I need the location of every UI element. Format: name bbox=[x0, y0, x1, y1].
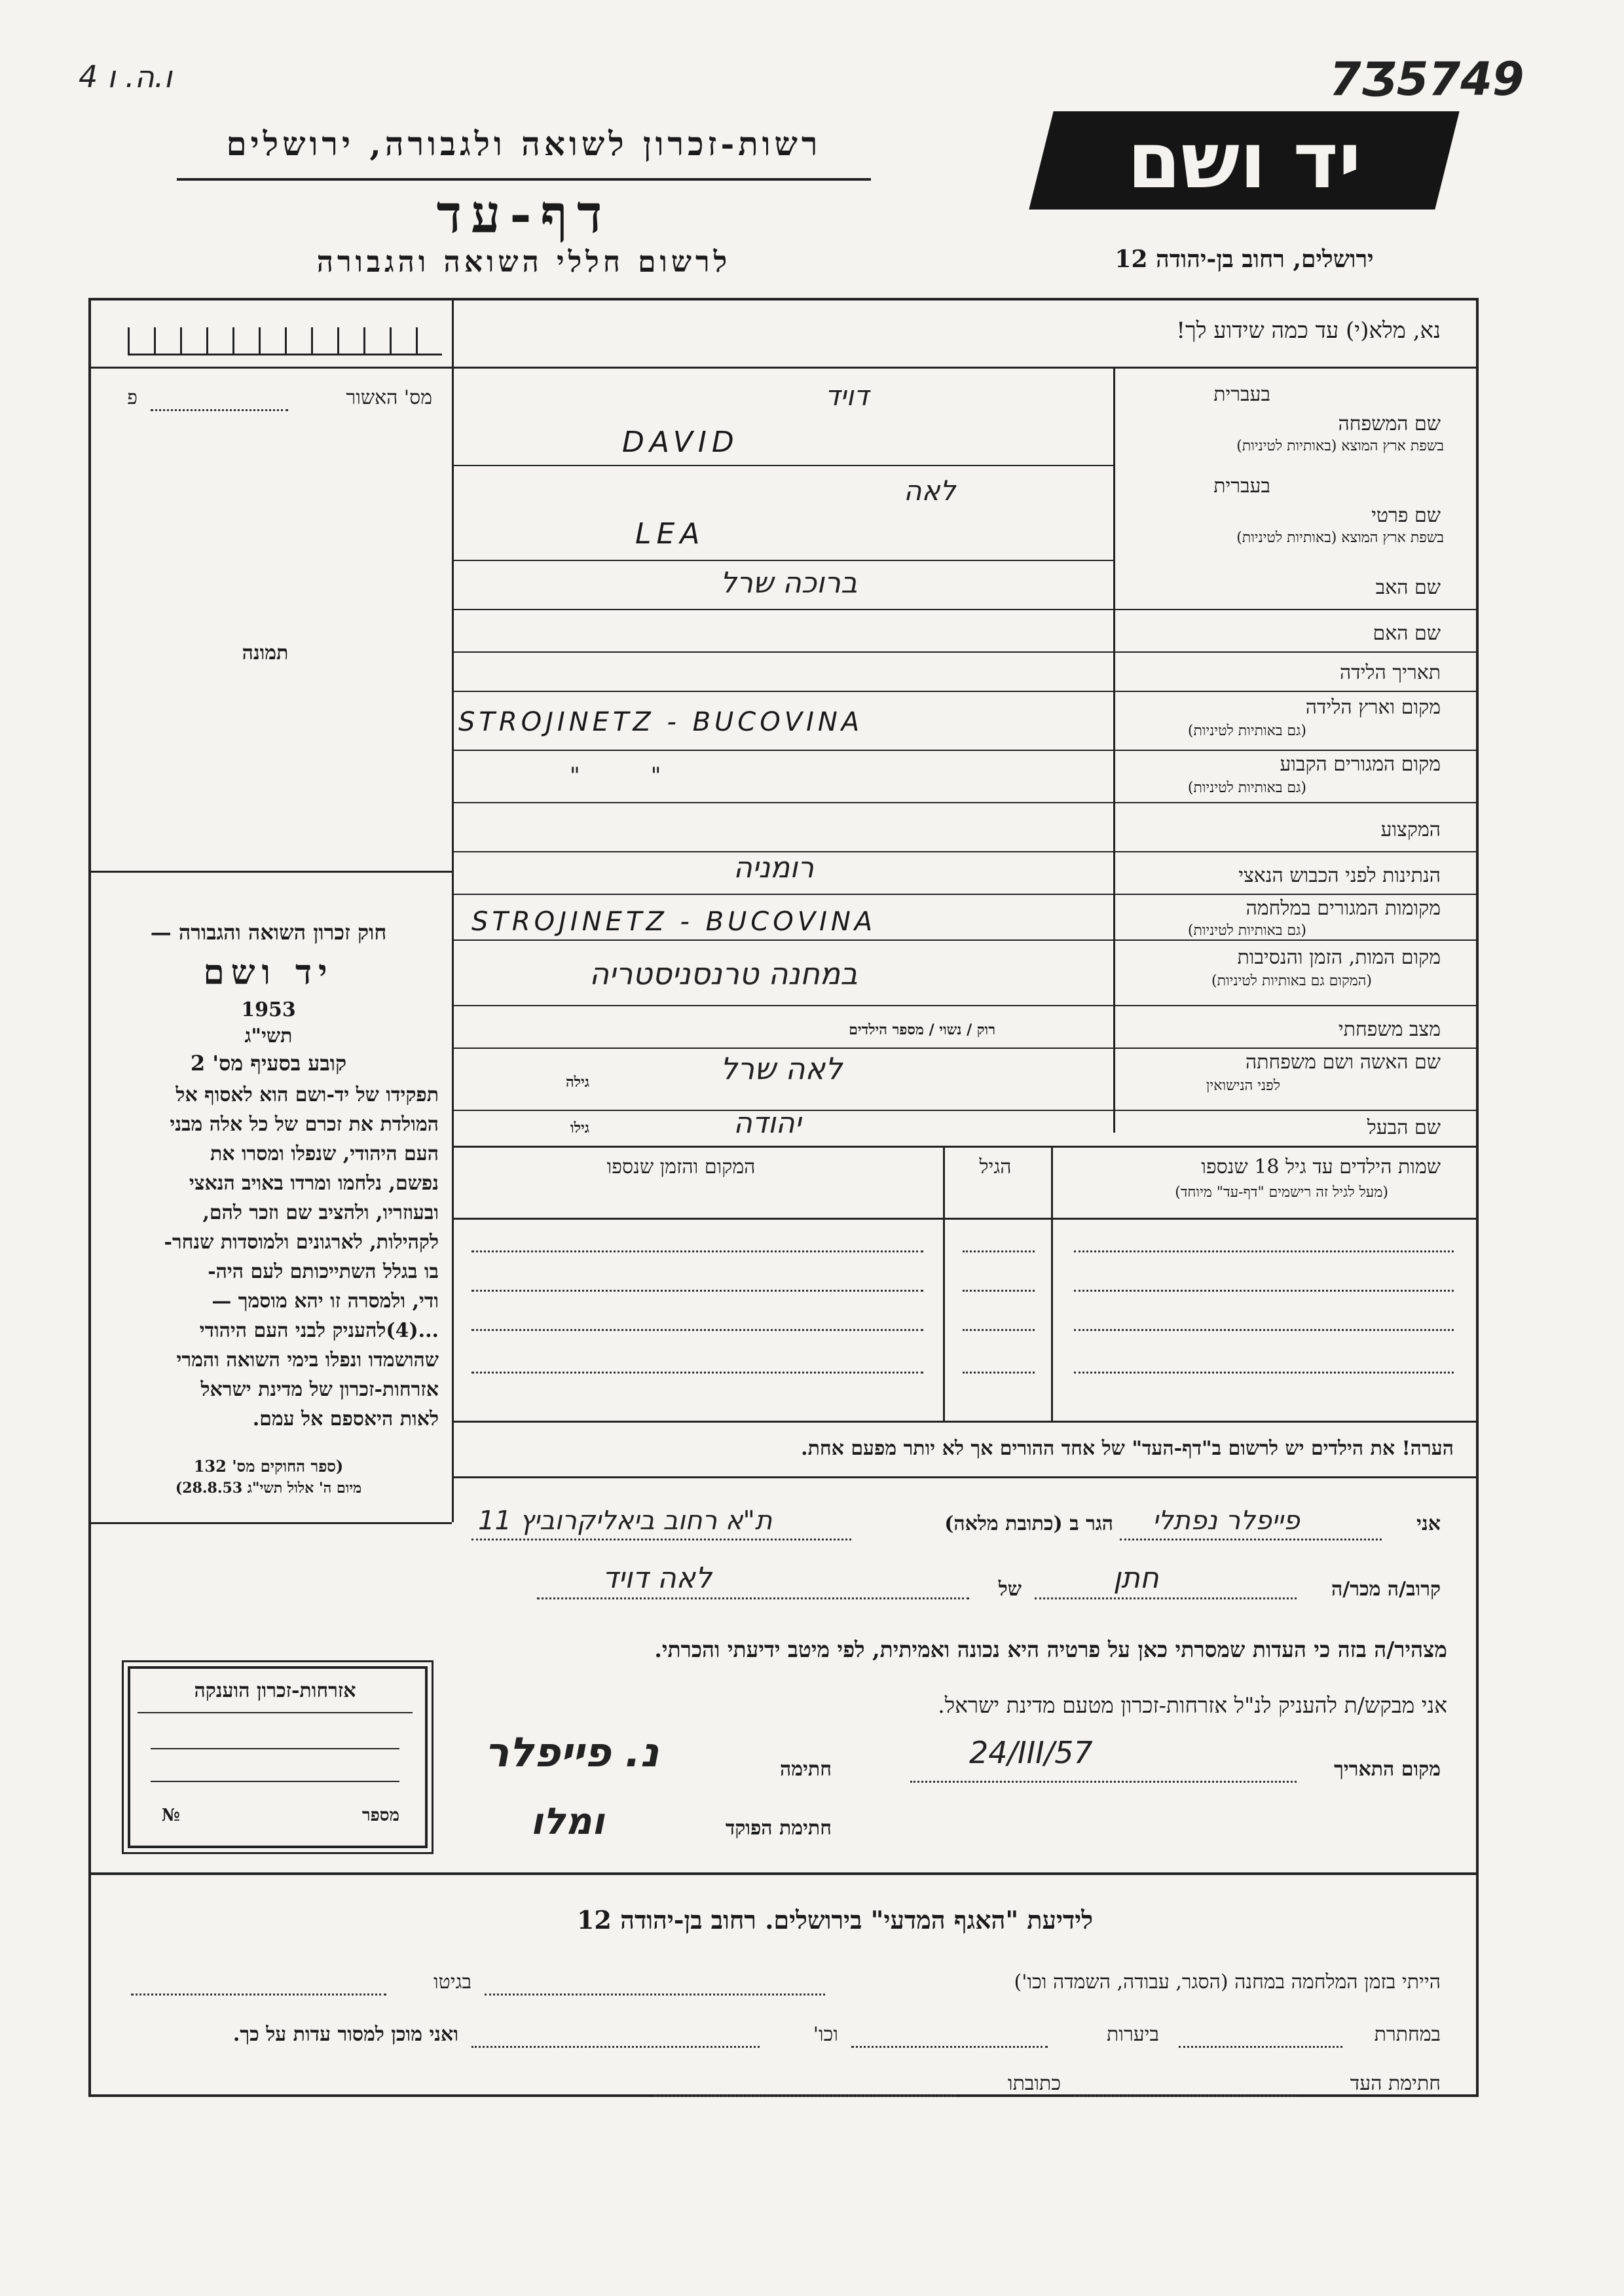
f5-label: תאריך הלידה bbox=[1339, 661, 1441, 684]
relation-value: חתן bbox=[1113, 1561, 1159, 1595]
footer-line3-b: כתובתו bbox=[1007, 2072, 1061, 2095]
husband-age-label: גילו bbox=[570, 1120, 589, 1137]
law-year: 1953 bbox=[241, 998, 296, 1021]
law-line: לקהילות, לארגונים ולמוסדות שנחר- bbox=[164, 1231, 439, 1254]
f3-label: שם האב bbox=[1375, 576, 1441, 599]
children-row-line bbox=[963, 1250, 1035, 1252]
law-line: נפשם, נלחמו ומרדו באויב הנאצי bbox=[189, 1172, 439, 1195]
note-bottom-line bbox=[452, 1476, 1476, 1478]
children-col-divider bbox=[943, 1146, 945, 1421]
cert-number-line bbox=[151, 409, 288, 411]
f1-label: שם המשפחה bbox=[1338, 412, 1441, 435]
photo-box-bottom bbox=[88, 871, 452, 873]
instruction-line bbox=[88, 367, 1476, 369]
law-line: אזרחות-זכרון של מדינת ישראל bbox=[200, 1378, 439, 1401]
footer-line1-dash-2 bbox=[131, 1994, 386, 1995]
row-line bbox=[452, 1005, 1476, 1006]
law-hebrew-year: תשי"ג bbox=[244, 1025, 293, 1048]
f9-value: רומניה bbox=[733, 851, 814, 884]
f3-value: ברוכה שרל bbox=[720, 566, 858, 600]
law-line: ודי, ולמסרה זו יהא מוסמך — bbox=[212, 1290, 439, 1313]
f9-label: הנתינות לפני הכבוש הנאצי bbox=[1238, 864, 1441, 887]
children-row-line bbox=[471, 1372, 923, 1374]
row-line bbox=[452, 1146, 1476, 1148]
children-row-line bbox=[1074, 1290, 1454, 1292]
footer-line2-d: ואני מוכן למסור עדות על כך. bbox=[232, 2023, 458, 2046]
f7-value: " " bbox=[570, 763, 661, 789]
footer-line2-dash-2 bbox=[851, 2046, 1048, 2048]
signature-label: חתימה bbox=[780, 1758, 832, 1781]
row-line bbox=[452, 894, 1476, 895]
f10-value: STROJINETZ - BUCOVINA bbox=[471, 907, 877, 937]
corner-note-left: 4 ו.ה. ו bbox=[79, 59, 172, 94]
law-line: ובעוזריו, ולהציב שם וזכר להם, bbox=[202, 1201, 439, 1224]
law-ref-1: (ספר החוקים מס' 132 bbox=[193, 1457, 344, 1476]
f13-value: לאה שרל bbox=[720, 1051, 843, 1086]
f6-label: מקום וארץ הלידה bbox=[1305, 696, 1441, 719]
f13-sub: לפני הנישואין bbox=[1206, 1078, 1280, 1094]
footer-line2-a: במחתרת bbox=[1374, 2023, 1441, 2046]
law-line: בו בגלל השתייכותם לעם היה- bbox=[208, 1260, 439, 1283]
law-line: תפקידו של יד-ושם הוא לאסוף אל bbox=[175, 1084, 439, 1106]
certificate-number-label: מספר bbox=[361, 1806, 399, 1825]
row-line bbox=[452, 802, 1476, 803]
f2-label: שם פרטי bbox=[1371, 504, 1441, 527]
declaration-statement: מצהיר/ה בזה כי העדות שמסרתי כאן על פרטיה היא נכונה ואמיתית, לפי מיטב ידיעתי והכרתי. bbox=[654, 1637, 1447, 1662]
i-line bbox=[1120, 1539, 1382, 1540]
form-title: דף-עד bbox=[436, 183, 612, 245]
f14-place-col: המקום והזמן שנספו bbox=[606, 1156, 756, 1178]
law-text bbox=[98, 1080, 439, 1434]
husband-label: שם הבעל bbox=[1367, 1116, 1441, 1139]
children-row-line bbox=[1074, 1329, 1454, 1331]
f2-hebrew-tag: בעברית bbox=[1213, 475, 1270, 498]
children-row-line bbox=[471, 1290, 923, 1292]
children-row-line bbox=[963, 1329, 1035, 1331]
date-value: 24/III/57 bbox=[969, 1735, 1093, 1770]
resident-value: ת"א רחוב ביאליקרוביץ 11 bbox=[478, 1506, 773, 1536]
official-value: ומלו bbox=[530, 1800, 604, 1843]
f12-options: רוק / נשוי / מספר הילדים bbox=[849, 1021, 995, 1038]
place-date-line bbox=[910, 1781, 1297, 1783]
row-line bbox=[452, 851, 1476, 852]
corner-note-right: 7Ʒ5749 bbox=[1329, 52, 1524, 106]
children-col-divider bbox=[1051, 1146, 1053, 1421]
husband-value: יהודה bbox=[733, 1106, 802, 1140]
law-title: חוק זכרון השואה והגבורה — bbox=[150, 920, 387, 945]
footer-line3-a: חתימת העד bbox=[1350, 2072, 1441, 2095]
children-row-line bbox=[963, 1290, 1035, 1292]
f11-label: מקום המות, הזמן והנסיבות bbox=[1237, 946, 1441, 969]
f6-value: STROJINETZ - BUCOVINA bbox=[458, 707, 864, 737]
f13-age-label: גילה bbox=[566, 1074, 589, 1091]
law-ref-2: מיום ה' אלול תשי"ג 28.8.53) bbox=[175, 1480, 362, 1497]
form-subtitle: לרשום חללי השואה והגבורה bbox=[316, 246, 731, 279]
f11-sub: (המקום גם באותיות לטיניות) bbox=[1211, 973, 1372, 989]
relation-line bbox=[1035, 1597, 1297, 1599]
f7-label: מקום המגורים הקבוע bbox=[1280, 753, 1441, 776]
children-row-line bbox=[471, 1250, 923, 1252]
f2-sub: בשפת ארץ המוצא (באותיות לטיניות) bbox=[1236, 530, 1444, 546]
left-column-divider bbox=[452, 298, 454, 1522]
official-label: חתימת הפוקד bbox=[725, 1817, 832, 1840]
f13-label: שם האשה ושם משפחתה bbox=[1245, 1051, 1441, 1074]
footer-line1-b: בגיטו bbox=[433, 1971, 471, 1994]
of-line bbox=[537, 1597, 969, 1599]
f11-value: במחנה טרנסניסטריה bbox=[589, 956, 858, 991]
logo-text: יד ושם bbox=[1127, 115, 1361, 206]
footer-line2-b: ביערות bbox=[1106, 2023, 1159, 2046]
row-line bbox=[452, 1048, 1476, 1049]
law-line: שהושמדו ונפלו בימי השואה והמרי bbox=[176, 1349, 439, 1372]
children-header-line bbox=[452, 1218, 1476, 1220]
footer-line2-dash bbox=[1179, 2046, 1342, 2048]
children-bottom-line bbox=[452, 1421, 1476, 1423]
f12-label: מצב משפחתי bbox=[1338, 1018, 1441, 1041]
f10-label: מקומות המגורים במלחמה bbox=[1246, 897, 1441, 920]
certificate-title: אזרחות-זכרון הוענקה bbox=[194, 1679, 356, 1702]
children-note: הערה! את הילדים יש לרשום ב"דף-העד" של אחד ההורים אך לא יותר מפעם אחת. bbox=[801, 1437, 1454, 1460]
f1-value-latin: DAVID bbox=[622, 426, 739, 459]
children-row-line bbox=[1074, 1250, 1454, 1252]
law-section: קובע בסעיף מס' 2 bbox=[190, 1051, 347, 1076]
f2-value-hebrew: לאה bbox=[904, 475, 956, 507]
i-value: פייפלר נפתלי bbox=[1153, 1506, 1300, 1536]
f1-value-hebrew: דויד bbox=[825, 380, 869, 412]
law-line: ...(4)להעניק לבני העם היהודי bbox=[199, 1319, 439, 1342]
cert-number-prefix: פ bbox=[127, 386, 138, 409]
row-line bbox=[452, 691, 1476, 692]
resident-label: הגר ב (כתובת מלאה) bbox=[944, 1512, 1113, 1535]
f14-label: שמות הילדים עד גיל 18 שנספו bbox=[1201, 1156, 1441, 1178]
f14-sub: (מעל לגיל זה רישמים "דף-עד" מיוחד) bbox=[1175, 1184, 1388, 1201]
footer-line1-a: הייתי בזמן המלחמה במחנה (הסגר, עבודה, השמדה וכו') bbox=[1014, 1971, 1441, 1994]
relation-label: קרוב/ה מכר/ה bbox=[1331, 1578, 1441, 1601]
resident-line bbox=[471, 1539, 851, 1540]
certificate-no-label: № bbox=[161, 1806, 180, 1825]
row-line bbox=[452, 939, 1476, 941]
law-line: המולדת את זכרם של כל אלה מבני bbox=[170, 1113, 439, 1136]
children-row-line bbox=[1074, 1372, 1454, 1374]
footer-line2-dash-3 bbox=[471, 2046, 760, 2048]
f2-value-latin: LEA bbox=[635, 517, 705, 551]
footer-line2-c: וכו' bbox=[813, 2023, 838, 2046]
instruction: נא, מלא(י) עד כמה שידוע לך! bbox=[1176, 318, 1441, 344]
of-value: לאה דויד bbox=[602, 1561, 712, 1595]
f6-sub: (גם באותיות לטיניות) bbox=[1187, 723, 1306, 739]
f4-label: שם האם bbox=[1373, 622, 1441, 645]
row-line bbox=[452, 750, 1476, 751]
row-line bbox=[452, 609, 1476, 610]
children-row-line bbox=[963, 1372, 1035, 1374]
address: ירושלים, רחוב בן-יהודה 12 bbox=[1115, 246, 1374, 273]
authority-title: רשות-זכרון לשואה ולגבורה, ירושלים bbox=[226, 124, 822, 163]
f8-label: המקצוע bbox=[1380, 818, 1441, 841]
f1-hebrew-tag: בעברית bbox=[1213, 383, 1270, 406]
children-row-line bbox=[471, 1329, 923, 1331]
cert-number-ruler bbox=[128, 327, 442, 355]
footer-line3-dash-2 bbox=[655, 2095, 956, 2097]
row-line bbox=[452, 560, 1113, 561]
row-line bbox=[452, 651, 1476, 653]
f1-sub: בשפת ארץ המוצא (באותיות לטיניות) bbox=[1236, 438, 1444, 454]
row-line bbox=[452, 1110, 1476, 1111]
law-line: העם היהודי, שנפלו ומסרו את bbox=[210, 1142, 439, 1165]
footer-separator bbox=[88, 1872, 1476, 1875]
certificate-title-line bbox=[138, 1712, 413, 1713]
law-line: לאות היאספם אל עמם. bbox=[252, 1408, 439, 1430]
place-date-label: מקום התאריך bbox=[1334, 1758, 1441, 1781]
yad-vashem-logo bbox=[1029, 111, 1459, 210]
authority-underline bbox=[177, 178, 871, 181]
certificate-row-line bbox=[151, 1781, 399, 1782]
f14-age-col: הגיל bbox=[979, 1156, 1012, 1178]
footer-title: לידיעת "האגף המדעי" בירושלים. רחוב בן-יהודה 12 bbox=[576, 1905, 1094, 1935]
law-name: יד ושם bbox=[203, 953, 334, 993]
footer-line1-dash bbox=[485, 1994, 825, 1995]
signature-value: נ. פייפלר bbox=[485, 1728, 659, 1776]
photo-label: תמונה bbox=[242, 642, 289, 665]
footer-line3-dash bbox=[1074, 2095, 1297, 2097]
of-label: של bbox=[998, 1578, 1022, 1601]
i-label: אני bbox=[1416, 1512, 1441, 1535]
cert-number-label: מס' האשור bbox=[346, 386, 432, 409]
left-column-bottom bbox=[88, 1522, 452, 1524]
certificate-row-line bbox=[151, 1748, 399, 1749]
f7-sub: (גם באותיות לטיניות) bbox=[1187, 780, 1306, 796]
declaration-request: אני מבקש/ת להעניק לנ"ל אזרחות-זכרון מטעם מדינת ישראל. bbox=[938, 1692, 1447, 1718]
f10-sub: (גם באותיות לטיניות) bbox=[1187, 922, 1306, 939]
